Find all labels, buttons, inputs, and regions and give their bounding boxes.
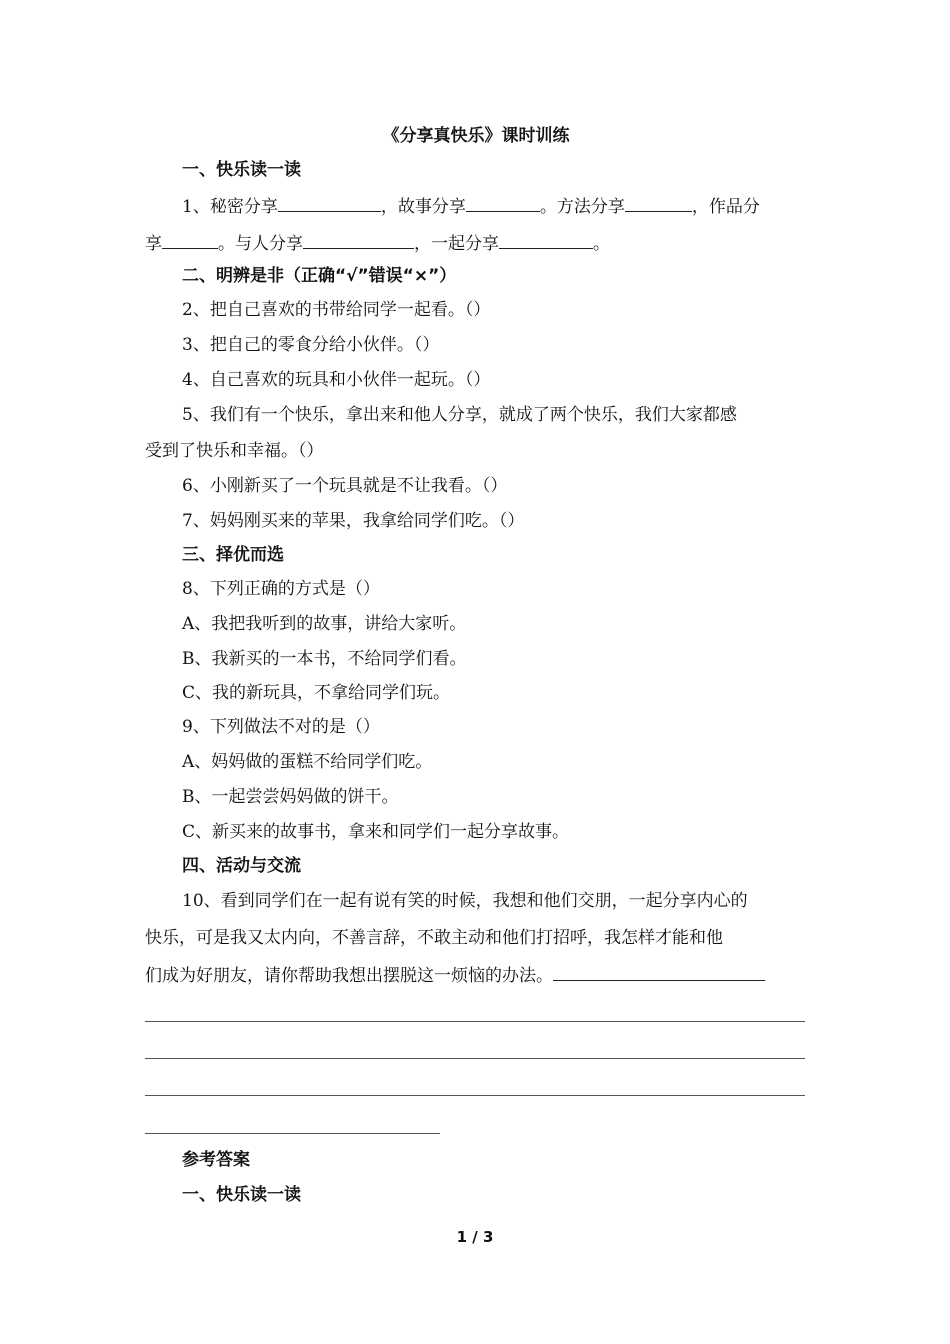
question-1-line-1 (145, 193, 807, 219)
answer-blank (278, 193, 381, 212)
q1-text-7: ，一起分享 (414, 234, 499, 254)
answer-blank (466, 193, 540, 212)
question-9-option-c: C、新买来的故事书，拿来和同学们一起分享故事。 (182, 822, 570, 842)
question-8: 8、下列正确的方式是（） (182, 579, 380, 599)
question-6: 6、小刚新买了一个玩具就是不让我看。（） (182, 476, 508, 496)
question-10-line-2: 快乐，可是我又太内向，不善言辞，不敢主动和他们打招呼，我怎样才能和他 (145, 928, 723, 948)
q1-text-5: 享 (145, 234, 162, 254)
q1-text-6: 。与人分享 (218, 234, 303, 254)
answer-blank (553, 962, 765, 981)
answers-section-1-heading: 一、快乐读一读 (182, 1185, 301, 1205)
question-9-option-a: A、妈妈做的蛋糕不给同学们吃。 (182, 752, 433, 772)
answer-line (145, 1133, 440, 1134)
question-8-option-c: C、我的新玩具，不拿给同学们玩。 (182, 683, 451, 703)
section-4-heading: 四、活动与交流 (182, 856, 301, 876)
answer-blank (162, 230, 218, 249)
question-4: 4、自己喜欢的玩具和小伙伴一起玩。（） (182, 370, 491, 390)
question-5-line-1: 5、我们有一个快乐，拿出来和他人分享，就成了两个快乐，我们大家都感 (182, 405, 737, 425)
question-9-option-b: B、一起尝尝妈妈做的饼干。 (182, 787, 399, 807)
answer-line (145, 1058, 805, 1059)
q1-text-3: 。方法分享 (539, 197, 625, 217)
question-8-option-b: B、我新买的一本书，不给同学们看。 (182, 649, 467, 669)
question-1-line-2 (145, 230, 807, 256)
question-10-line-3 (145, 962, 807, 988)
q1-text-1: 1、秘密分享 (182, 197, 278, 217)
q1-text-8: 。 (593, 234, 610, 254)
question-3: 3、把自己的零食分给小伙伴。（） (182, 335, 440, 355)
question-5-line-2: 受到了快乐和幸福。（） (145, 441, 324, 461)
question-8-option-a: A、我把我听到的故事，讲给大家听。 (182, 614, 467, 634)
question-7: 7、妈妈刚买来的苹果，我拿给同学们吃。（） (182, 511, 525, 531)
q1-text-4: ，作品分 (691, 197, 760, 217)
answers-heading: 参考答案 (182, 1150, 250, 1170)
page-number: 1 / 3 (456, 1228, 494, 1246)
answer-line (145, 1095, 805, 1096)
answer-blank (303, 230, 414, 249)
section-2-heading: 二、明辨是非（正确“√”错误“×”） (182, 266, 457, 286)
answer-blank (625, 193, 692, 212)
question-9: 9、下列做法不对的是（） (182, 717, 380, 737)
question-10-line-1: 10、看到同学们在一起有说有笑的时候，我想和他们交朋，一起分享内心的 (182, 891, 748, 911)
question-2: 2、把自己喜欢的书带给同学一起看。（） (182, 300, 491, 320)
section-3-heading: 三、择优而选 (182, 545, 284, 565)
q1-text-2: ，故事分享 (380, 197, 466, 217)
answer-blank (499, 230, 593, 249)
question-10-text: 们成为好朋友，请你帮助我想出摆脱这一烦恼的办法。 (145, 966, 553, 986)
document-title: 《分享真快乐》课时训练 (382, 126, 570, 146)
section-1-heading: 一、快乐读一读 (182, 160, 301, 180)
answer-line (145, 1021, 805, 1022)
